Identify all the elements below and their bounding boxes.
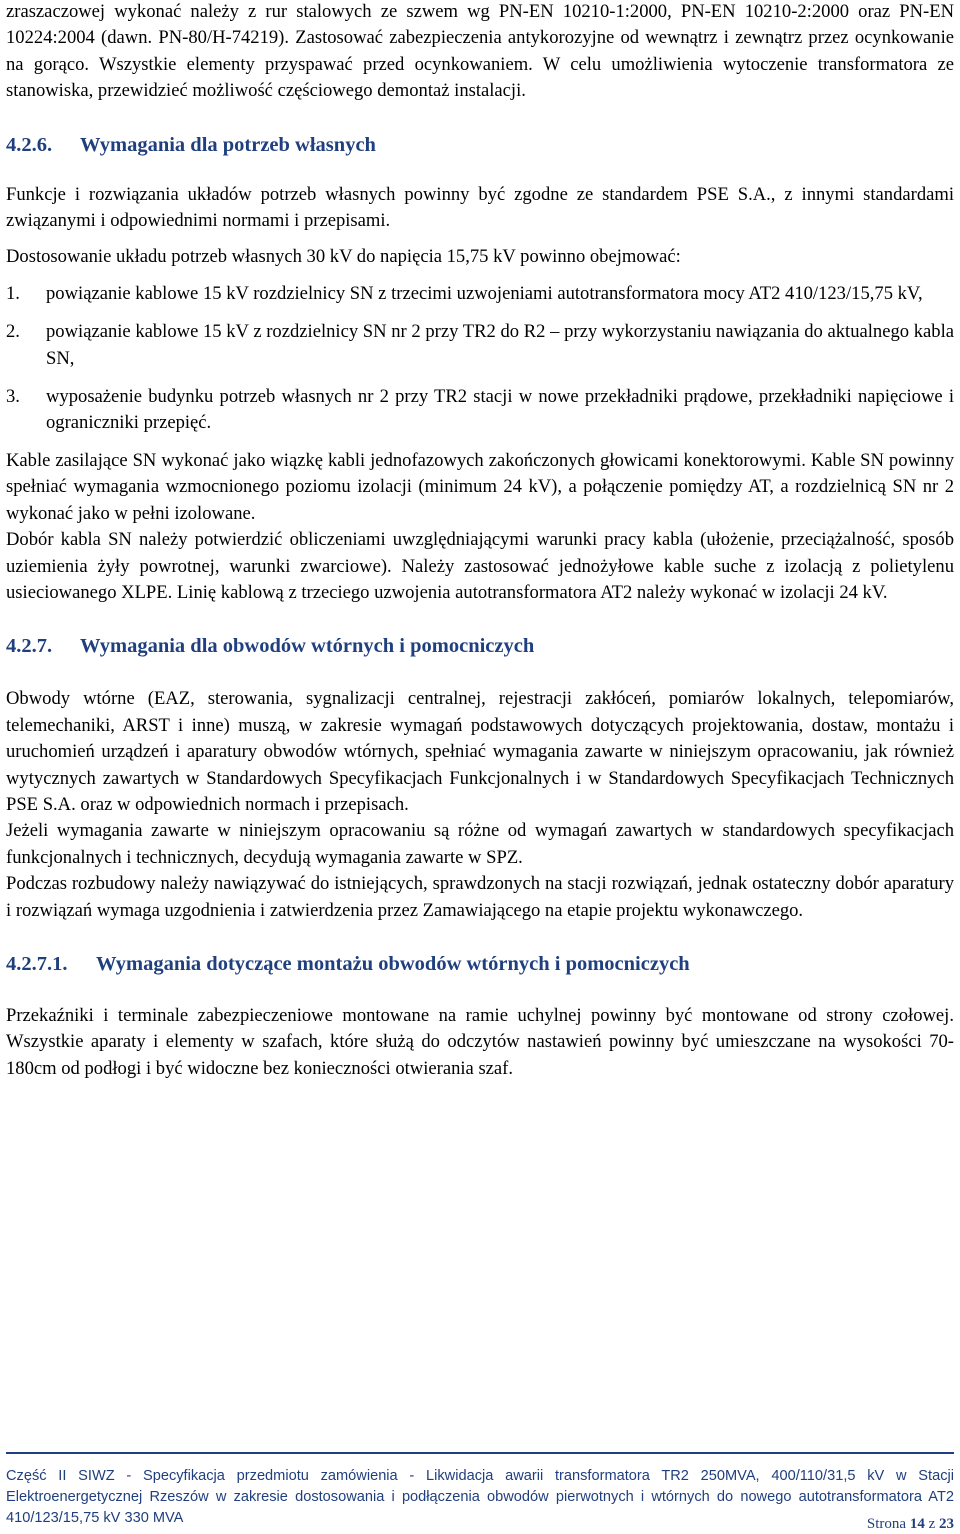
section-number: 4.2.6. [6, 133, 53, 156]
paragraph: Funkcje i rozwiązania układów potrzeb własnych powinny być zgodne ze standardem PSE S.A., z innymi standardami związanymi i odpowiednimi normami i przepisami. [6, 183, 954, 232]
page-current: 14 [909, 1516, 925, 1532]
section-title: Wymagania dla obwodów wtórnych i pomocniczych [80, 635, 535, 658]
page-separator: z [928, 1516, 936, 1532]
paragraph: Przekaźniki i terminale zabezpieczeniowe montowane na ramie uchylnej powinny być montowane od strony czołowej. Wszystkie aparaty i elementy w szafach, które służą do odczytów nastawień powinny być umieszczane na wysokości 70-180cm od podłogi i być widoczne bez konieczności otwierania szaf. [6, 1004, 954, 1079]
paragraph: Jeżeli wymagania zawarte w niniejszym opracowaniu są różne od wymagań zawartych w standardowych specyfikacjach funkcjonalnych i technicznych, decydują wymagania zawarte w SPZ. [6, 820, 954, 868]
section-number: 4.2.7. [6, 635, 53, 658]
list-item-text: wyposażenie budynku potrzeb własnych nr 2 przy TR2 stacji w nowe przekładniki prądowe, przekładniki napięciowe i ograniczniki przepięć. [46, 386, 954, 434]
list-item [6, 319, 954, 372]
page-total: 23 [939, 1516, 954, 1532]
section-heading-4-2-7 [6, 635, 954, 658]
paragraph: Dobór kabla SN należy potwierdzić obliczeniami uwzględniającymi warunki pracy kabla (ułożenie, przeciążalność, sposób uziemienia żyły powrotnej, warunki zwarciowe). Należy zastosować jednożyłowe kable suche z izolacją z polietylenu usieciowanego XLPE. Linię kablową z trzeciego uzwojenia autotransformatora AT2 należy wykonać w izolacji 24 kV. [6, 529, 954, 603]
page-label: Strona [866, 1516, 907, 1532]
section-heading-4-2-7-1 [6, 953, 954, 976]
section-heading-4-2-6 [6, 134, 954, 157]
intro-paragraph: zraszaczowej wykonać należy z rur stalowych ze szwem wg PN-EN 10210-1:2000, PN-EN 10210-2:2000 oraz PN-EN 10224:2004 (dawn. PN-80/H-74219). Zastosować zabezpieczenia antykorozyjne od wewnątrz i zewnątrz przez ocynkowanie na gorąco. Wszystkie elementy przyspawać przed ocynkowaniem. W celu umożliwienia wytoczenie transformatora ze stanowiska, przewidzieć możliwość częściowego demontaż instalacji. [6, 1, 954, 102]
document-page [6, 0, 954, 1082]
section-title: Wymagania dotyczące montażu obwodów wtórnych i pomocniczych [96, 952, 690, 975]
list-item-text: powiązanie kablowe 15 kV z rozdzielnicy SN nr 2 przy TR2 do R2 – przy wykorzystaniu nawiązania do aktualnego kabla SN, [46, 321, 954, 369]
list-item-text: powiązanie kablowe 15 kV rozdzielnicy SN z trzecimi uzwojeniami autotransformatora mocy AT2 410/123/15,75 kV, [46, 282, 923, 304]
paragraph: Kable zasilające SN wykonać jako wiązkę kabli jednofazowych zakończonych głowicami konektorowymi. Kable SN powinny spełniać wymagania wzmocnionego poziomu izolacji (minimum 24 kV), a połączenie pomiędzy AT, a rozdzielnicą SN nr 2 wykonać jako w pełni izolowane. [6, 449, 954, 524]
list-item-number: 2. [6, 321, 20, 343]
page-footer [6, 1452, 954, 1529]
page-number [867, 1516, 954, 1533]
paragraph: Podczas rozbudowy należy nawiązywać do istniejących, sprawdzonych na stacji rozwiązań, jednak ostateczny dobór aparatury i rozwiązań wymaga uzgodnienia i zatwierdzenia przez Zamawiającego na etapie projektu wykonawczego. [6, 873, 954, 921]
section-title: Wymagania dla potrzeb własnych [80, 133, 376, 156]
list-item-number: 3. [6, 386, 20, 408]
paragraph: Obwody wtórne (EAZ, sterowania, sygnalizacji centralnej, rejestracji zakłóceń, pomiarów lokalnych, telepomiarów, telemechaniki, ARST i inne) muszą, w zakresie wymagań podstawowych dotyczących projektowania, dostaw, montażu i uruchomień urządzeń i aparatury obwodów wtórnych, spełniać wymagania zawarte w niniejszym opracowaniu, jak również wytycznych zawartych w Standardowych Specyfikacjach Funkcjonalnych i w Standardowych Specyfikacjach Technicznych PSE S.A. oraz w odpowiednich normach i przepisach. [6, 688, 954, 815]
list-item [6, 384, 954, 437]
list-item-number: 1. [6, 282, 20, 304]
footer-text: Część II SIWZ - Specyfikacja przedmiotu zamówienia - Likwidacja awarii transformatora TR2 250MVA, 400/110/31,5 kV w Stacji Elektroenergetycznej Rzeszów w zakresie dostosowania i podłączenia obwodów pierwotnych i wtórnych do nowego autotransformatora AT2 410/123/15,75 kV 330 MVA [6, 1468, 954, 1526]
list-item [6, 281, 954, 307]
section-number: 4.2.7.1. [6, 952, 68, 975]
paragraph: Dostosowanie układu potrzeb własnych 30 kV do napięcia 15,75 kV powinno obejmować: [6, 246, 681, 268]
requirements-list [6, 281, 954, 437]
